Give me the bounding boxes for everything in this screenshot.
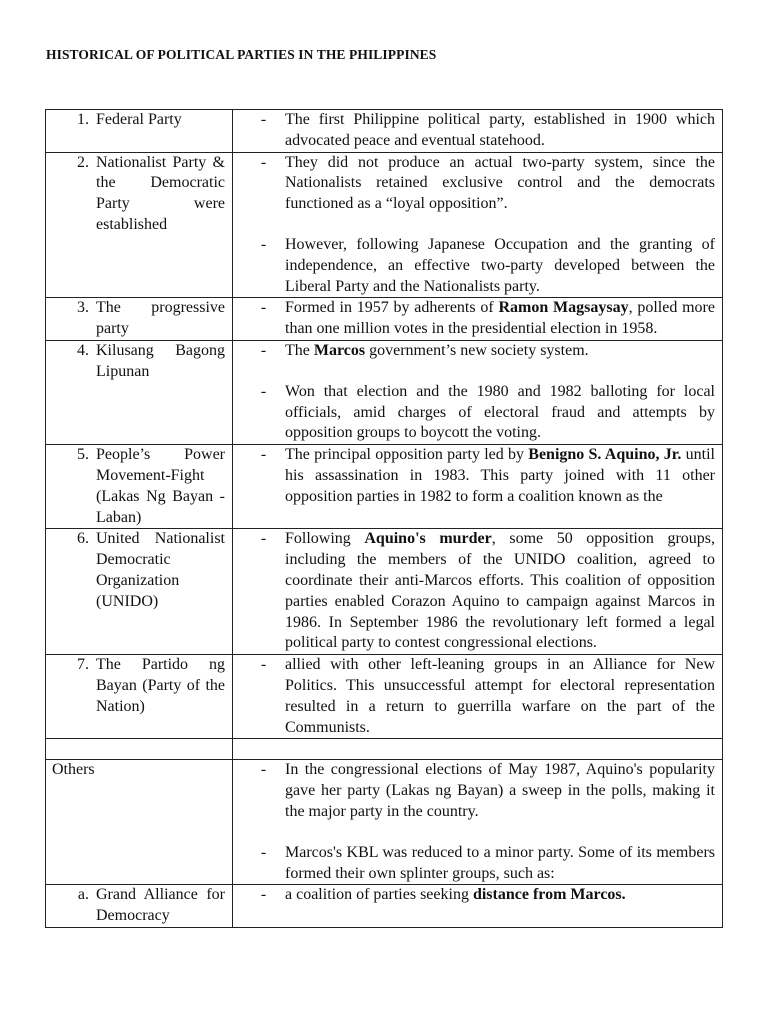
table-row — [46, 655, 723, 739]
list-item — [233, 885, 722, 906]
list-item — [233, 235, 722, 297]
dash-marker: - — [260, 111, 267, 128]
row-number: 1. — [77, 111, 89, 128]
party-name: The Partido ng Bayan (Party of the Nation) — [96, 656, 225, 715]
party-description-cell — [233, 298, 723, 341]
table-row — [46, 340, 723, 444]
description-text: Formed in 1957 by adherents of Ramon Magsaysay, polled more than one million votes in the presidential election in 1958. — [285, 299, 715, 338]
description-text: They did not produce an actual two-party system, since the Nationalists retained exclusive control and the democrats functioned as a “loyal opposition”. — [285, 153, 715, 213]
table-row — [46, 152, 723, 298]
table-row — [46, 885, 723, 928]
party-name-cell — [46, 655, 233, 739]
party-name: People’s Power Movement-Fight (Lakas Ng Bayan -Laban) — [96, 446, 225, 526]
table-row — [46, 529, 723, 655]
list-item — [233, 529, 722, 654]
description-text: The first Philippine political party, established in 1900 which advocated peace and eventual statehood. — [285, 111, 715, 149]
description-text: Won that election and the 1980 and 1982 balloting for local officials, amid charges of electoral fraud and attempts by opposition groups to boycott the voting. — [285, 382, 715, 442]
description-text: The Marcos government’s new society system. — [285, 341, 589, 359]
political-parties-table — [45, 109, 723, 928]
party-name-cell — [46, 445, 233, 529]
list-item — [233, 445, 722, 507]
dash-marker: - — [260, 530, 267, 548]
dash-marker: - — [260, 153, 267, 171]
dash-marker: - — [260, 299, 267, 317]
list-item — [233, 298, 722, 340]
list-item — [233, 655, 722, 738]
table-row — [46, 445, 723, 529]
description-text: The principal opposition party led by Benigno S. Aquino, Jr. until his assassination in 1983. This party joined with 11 other opposition parties in 1982 to form a coalition known as the — [285, 446, 715, 505]
dash-marker: - — [260, 341, 267, 359]
row-number: 3. — [77, 299, 89, 317]
row-number: 2. — [77, 153, 89, 171]
list-item — [233, 760, 722, 822]
party-name: Kilusang Bagong Lipunan — [96, 341, 225, 380]
party-name: Nationalist Party & the Democratic Party were established — [96, 153, 225, 233]
party-description-cell — [233, 529, 723, 655]
party-name-cell — [46, 152, 233, 298]
description-text: In the congressional elections of May 1987, Aquino's popularity gave her party (Lakas ng Bayan) a sweep in the polls, making it the major party in the country. — [285, 761, 715, 820]
others-label: Others — [52, 761, 95, 779]
dash-marker: - — [260, 761, 267, 779]
description-text: Marcos's KBL was reduced to a minor party. Some of its members formed their own splinter groups, such as: — [285, 843, 715, 882]
list-item — [233, 341, 722, 362]
description-text: allied with other left-leaning groups in an Alliance for New Politics. This unsuccessful attempt for electoral representation resulted in a return to guerrilla warfare on the part of the Communists. — [285, 656, 715, 736]
party-description-cell — [233, 340, 723, 444]
row-number: 4. — [77, 341, 89, 359]
others-label-cell — [46, 760, 233, 885]
list-item — [233, 843, 722, 885]
others-description-cell — [233, 760, 723, 885]
party-name: United Nationalist Democratic Organization (UNIDO) — [96, 530, 225, 610]
party-name-cell — [46, 110, 233, 153]
party-name: The progressive party — [96, 299, 225, 338]
row-number: a. — [77, 886, 89, 904]
table-row — [46, 110, 723, 153]
table-row — [46, 298, 723, 341]
dash-marker: - — [260, 843, 267, 861]
document-title: HISTORICAL OF POLITICAL PARTIES IN THE PHILIPPINES — [46, 47, 437, 62]
party-description-cell — [233, 885, 723, 928]
party-description-cell — [233, 445, 723, 529]
dash-marker: - — [260, 886, 267, 904]
dash-marker: - — [260, 656, 267, 674]
description-text: Following Aquino's murder, some 50 opposition groups, including the members of the UNIDO coalition, agreed to coordinate their anti-Marcos efforts. This coalition of opposition parties enabled Corazon Aquino to campaign against Marcos in 1986. In September 1986 the revolutionary left formed a legal political party to contest congressional elections. — [285, 530, 715, 652]
party-name-cell — [46, 529, 233, 655]
list-item — [233, 382, 722, 444]
table-row — [46, 760, 723, 885]
row-number: 6. — [77, 530, 89, 548]
empty-row — [46, 739, 723, 760]
party-description-cell — [233, 110, 723, 153]
party-description-cell — [233, 655, 723, 739]
party-name-cell — [46, 885, 233, 928]
dash-marker: - — [260, 382, 267, 400]
party-name-cell — [46, 340, 233, 444]
dash-marker: - — [260, 446, 267, 464]
description-text: However, following Japanese Occupation and the granting of independence, an effective two-party developed between the Liberal Party and the Nationalists party. — [285, 235, 715, 295]
party-name-cell — [46, 298, 233, 341]
description-text: a coalition of parties seeking distance from Marcos. — [285, 886, 626, 904]
row-number: 7. — [77, 656, 89, 674]
list-item — [233, 110, 722, 152]
dash-marker: - — [260, 235, 267, 253]
list-item — [233, 153, 722, 215]
party-name: Grand Alliance for Democracy — [96, 886, 225, 925]
party-description-cell — [233, 152, 723, 298]
row-number: 5. — [77, 446, 89, 464]
party-name: Federal Party — [96, 111, 182, 128]
